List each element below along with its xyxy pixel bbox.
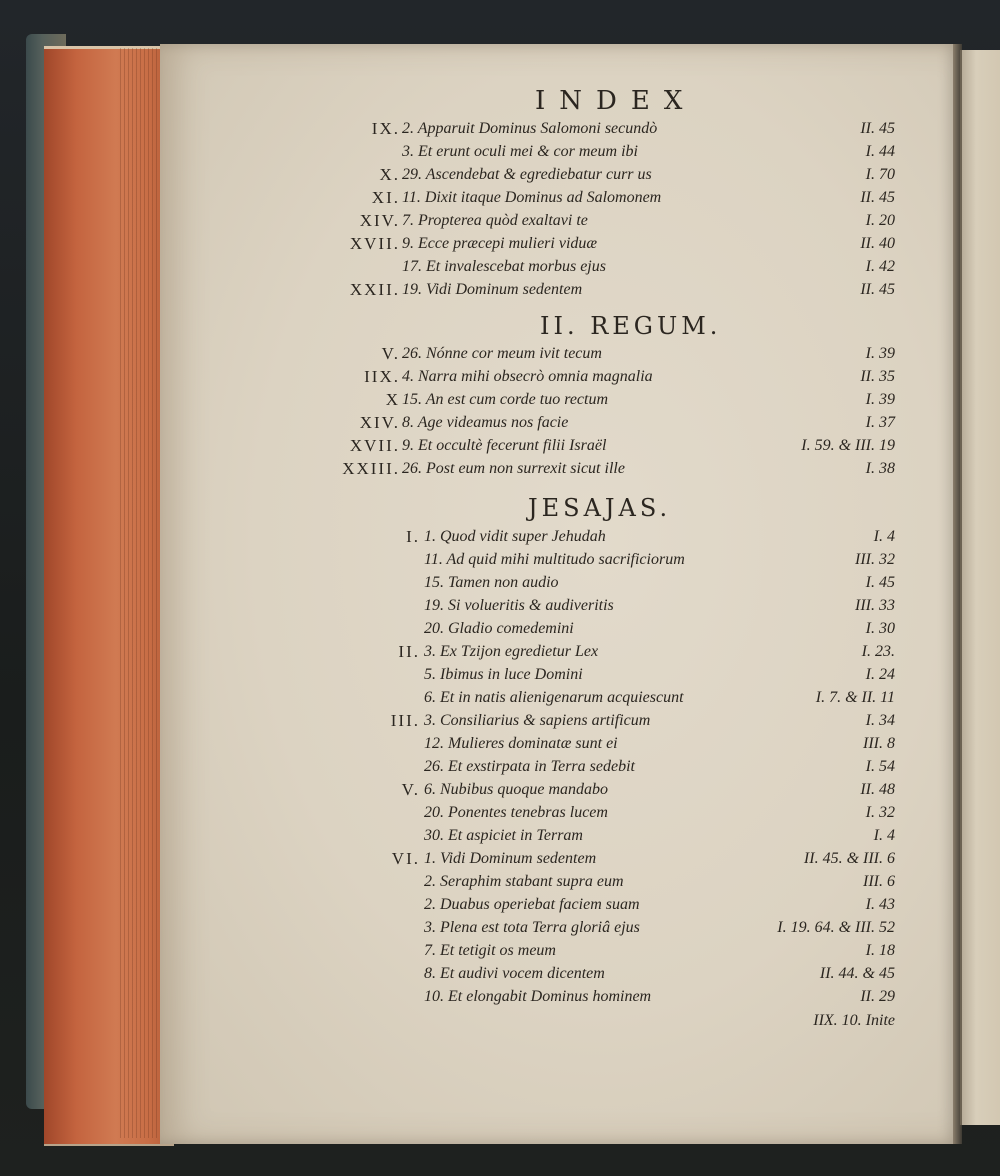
- index-entry-text: 2. Duabus operiebat faciem suam: [424, 896, 640, 913]
- chapter-numeral: V.: [401, 780, 420, 799]
- index-entry-text: 1. Vidi Dominum sedentem: [424, 850, 597, 867]
- section-heading: JESAJAS.: [528, 494, 672, 522]
- index-entry-text: 7. Et tetigit os meum: [424, 942, 556, 959]
- index-entry-text: 3. Et erunt oculi mei & cor meum ibi: [402, 143, 638, 160]
- index-entry-text: 6. Nubibus quoque mandabo: [424, 781, 608, 798]
- index-entry-text: 4. Narra mihi obsecrò omnia magnalia: [402, 368, 653, 385]
- index-entry-ref: I. 32: [865, 804, 895, 821]
- index-entry-ref: I. 37: [865, 414, 895, 431]
- chapter-numeral: XIV.: [359, 211, 400, 230]
- index-entry-ref: II. 40: [860, 235, 895, 252]
- index-entry-ref: I. 38: [865, 460, 895, 477]
- catchword: IIX. 10. Inite: [813, 1012, 895, 1029]
- chapter-numeral: XI.: [371, 188, 400, 207]
- index-entry-text: 19. Si volueritis & audiveritis: [424, 597, 614, 614]
- index-entry-text: 12. Mulieres dominatæ sunt ei: [424, 735, 618, 752]
- index-entry-text: 1. Quod vidit super Jehudah: [424, 528, 606, 545]
- index-entry-text: 29. Ascendebat & egrediebatur curr us: [402, 166, 652, 183]
- index-entry-text: 15. Tamen non audio: [424, 574, 559, 591]
- index-entry-text: 7. Propterea quòd exaltavi te: [402, 212, 588, 229]
- index-entry-text: 30. Et aspiciet in Terram: [424, 827, 583, 844]
- index-entry-ref: III. 8: [863, 735, 895, 752]
- index-title: INDEX: [535, 86, 697, 116]
- index-entry-text: 19. Vidi Dominum sedentem: [402, 281, 583, 298]
- index-entry-ref: I. 45: [865, 574, 895, 591]
- index-entry-ref: III. 6: [863, 873, 895, 890]
- index-entry-text: 10. Et elongabit Dominus hominem: [424, 988, 652, 1005]
- chapter-numeral: IIX.: [364, 367, 400, 386]
- index-entry-text: 3. Consiliarius & sapiens artificum: [424, 712, 651, 729]
- chapter-numeral: XIV.: [359, 413, 400, 432]
- facing-page-edge: [960, 50, 1000, 1125]
- index-entry-ref: I. 4: [873, 528, 895, 545]
- chapter-numeral: XXIII.: [342, 459, 400, 478]
- index-entry-ref: II. 44. & 45: [819, 965, 895, 982]
- index-entry-text: 26. Post eum non surrexit sicut ille: [402, 460, 625, 477]
- index-entry-text: 2. Apparuit Dominus Salomoni secundò: [402, 120, 658, 137]
- index-entry-ref: I. 54: [865, 758, 895, 775]
- index-entry-ref: I. 70: [865, 166, 895, 183]
- index-entry-text: 2. Seraphim stabant supra eum: [424, 873, 624, 890]
- index-entry-ref: II. 45: [860, 120, 895, 137]
- index-entry-text: 8. Et audivi vocem dicentem: [424, 965, 605, 982]
- index-entry-ref: I. 18: [865, 942, 895, 959]
- index-entry-text: 11. Ad quid mihi multitudo sacrificiorum: [424, 551, 685, 568]
- index-entry-text: 9. Et occultè fecerunt filii Israël: [402, 437, 607, 454]
- index-entry-ref: II. 45. & III. 6: [803, 850, 895, 867]
- index-entry-ref: II. 35: [860, 368, 895, 385]
- index-entry-ref: I. 19. 64. & III. 52: [777, 919, 895, 936]
- index-entry-text: 20. Ponentes tenebras lucem: [424, 804, 608, 821]
- index-entry-ref: I. 30: [865, 620, 895, 637]
- index-entry-text: 26. Nónne cor meum ivit tecum: [402, 345, 602, 362]
- index-entry-text: 9. Ecce præcepi mulieri viduæ: [402, 235, 598, 252]
- chapter-numeral: X.: [379, 165, 400, 184]
- index-entry-ref: I. 42: [865, 258, 895, 275]
- index-entry-ref: I. 24: [865, 666, 895, 683]
- index-entry-ref: I. 34: [865, 712, 895, 729]
- index-entry-text: 11. Dixit itaque Dominus ad Salomonem: [402, 189, 662, 206]
- section-heading: II. REGUM.: [540, 312, 722, 340]
- index-entry-text: 17. Et invalescebat morbus ejus: [402, 258, 606, 275]
- index-entry-ref: II. 48: [860, 781, 895, 798]
- chapter-numeral: XVII.: [349, 234, 400, 253]
- index-entry-ref: II. 29: [860, 988, 895, 1005]
- chapter-numeral: X: [385, 390, 400, 409]
- chapter-numeral: V.: [381, 344, 400, 363]
- index-entry-ref: II. 45: [860, 281, 895, 298]
- index-entry-ref: I. 43: [865, 896, 895, 913]
- chapter-numeral: XVII.: [349, 436, 400, 455]
- chapter-numeral: VI.: [391, 849, 420, 868]
- chapter-numeral: III.: [390, 711, 420, 730]
- index-entry-ref: III. 33: [855, 597, 895, 614]
- index-entry-ref: I. 59. & III. 19: [801, 437, 895, 454]
- chapter-numeral: II.: [398, 642, 420, 661]
- index-entry-ref: I. 39: [865, 391, 895, 408]
- index-entry-ref: I. 44: [865, 143, 895, 160]
- index-entry-text: 3. Plena est tota Terra gloriâ ejus: [424, 919, 640, 936]
- index-entry-ref: III. 32: [855, 551, 895, 568]
- chapter-numeral: IX.: [371, 119, 400, 138]
- chapter-numeral: I.: [406, 527, 420, 546]
- index-entry-text: 8. Age videamus nos facie: [402, 414, 569, 431]
- index-entry-text: 3. Ex Tzijon egredietur Lex: [424, 643, 599, 660]
- index-entry-text: 5. Ibimus in luce Domini: [424, 666, 583, 683]
- index-entry-ref: I. 7. & II. 11: [815, 689, 895, 706]
- index-entry-text: 20. Gladio comedemini: [424, 620, 574, 637]
- index-entry-text: 26. Et exstirpata in Terra sedebit: [424, 758, 635, 775]
- index-entry-ref: I. 39: [865, 345, 895, 362]
- index-entry-text: 6. Et in natis alienigenarum acquiescunt: [424, 689, 684, 706]
- index-entry-text: 15. An est cum corde tuo rectum: [402, 391, 609, 408]
- chapter-numeral: XXII.: [349, 280, 400, 299]
- index-entry-ref: II. 45: [860, 189, 895, 206]
- index-entry-ref: I. 20: [865, 212, 895, 229]
- index-entry-ref: I. 4: [873, 827, 895, 844]
- index-entry-ref: I. 23.: [861, 643, 895, 660]
